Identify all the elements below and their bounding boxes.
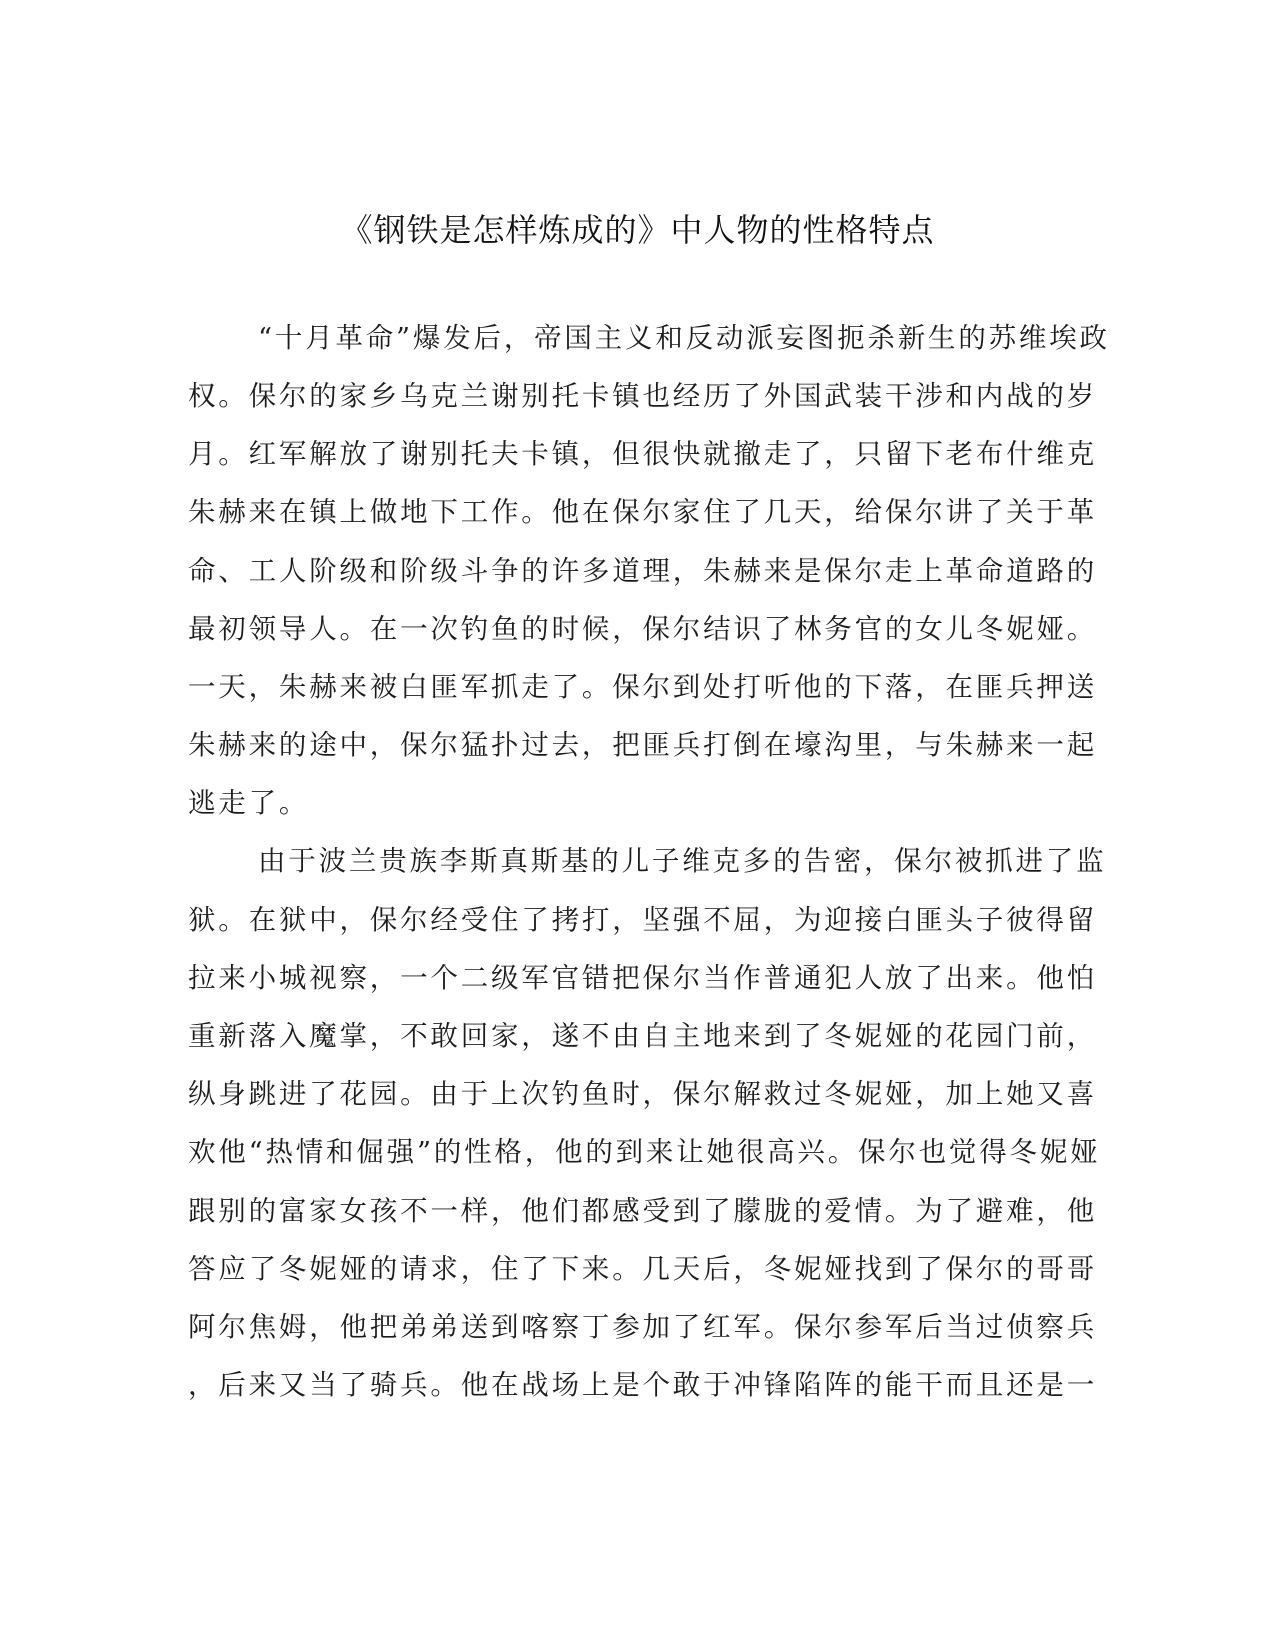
paragraph-1-line-8: 朱赫来的途中，保尔猛扑过去，把匪兵打倒在壕沟里，与朱赫来一起	[188, 729, 1097, 761]
paragraph-2-line-6: 欢他“热情和倔强”的性格，他的到来让她很高兴。保尔也觉得冬妮娅	[188, 1136, 1101, 1168]
paragraph-1-line-6: 最初领导人。在一次钓鱼的时候，保尔结识了林务官的女儿冬妮娅。	[188, 613, 1097, 645]
paragraph-1-line-7: 一天，朱赫来被白匪军抓走了。保尔到处打听他的下落，在匪兵押送	[188, 671, 1097, 703]
paragraph-1-line-2: 权。保尔的家乡乌克兰谢别托卡镇也经历了外国武装干涉和内战的岁	[188, 380, 1097, 412]
document-title: 《钢铁是怎样炼成的》中人物的性格特点	[340, 211, 935, 249]
paragraph-1-line-5: 命、工人阶级和阶级斗争的许多道理，朱赫来是保尔走上革命道路的	[188, 555, 1097, 587]
paragraph-2-line-2: 狱。在狱中，保尔经受住了拷打，坚强不屈，为迎接白匪头子彼得留	[188, 904, 1097, 936]
paragraph-2-line-5: 纵身跳进了花园。由于上次钓鱼时，保尔解救过冬妮娅，加上她又喜	[188, 1078, 1097, 1110]
paragraph-2-line-8: 答应了冬妮娅的请求，住了下来。几天后，冬妮娅找到了保尔的哥哥	[188, 1253, 1097, 1285]
paragraph-2-line-10: ，后来又当了骑兵。他在战场上是个敢于冲锋陷阵的能干而且还是一	[188, 1369, 1097, 1401]
paragraph-2-line-7: 跟别的富家女孩不一样，他们都感受到了朦胧的爱情。为了避难，他	[188, 1195, 1097, 1227]
paragraph-2-line-1: 由于波兰贵族李斯真斯基的儿子维克多的告密，保尔被抓进了监	[258, 845, 1107, 877]
paragraph-1-line-1: “十月革命”爆发后，帝国主义和反动派妄图扼杀新生的苏维埃政	[258, 322, 1110, 354]
paragraph-2-line-4: 重新落入魔掌，不敢回家，遂不由自主地来到了冬妮娅的花园门前，	[188, 1020, 1097, 1052]
paragraph-2-line-3: 拉来小城视察，一个二级军官错把保尔当作普通犯人放了出来。他怕	[188, 962, 1097, 994]
paragraph-1-line-3: 月。红军解放了谢别托夫卡镇，但很快就撤走了，只留下老布什维克	[188, 438, 1097, 470]
paragraph-1-line-4: 朱赫来在镇上做地下工作。他在保尔家住了几天，给保尔讲了关于革	[188, 496, 1097, 528]
paragraph-2-line-9: 阿尔焦姆，他把弟弟送到喀察丁参加了红军。保尔参军后当过侦察兵	[188, 1311, 1097, 1343]
paragraph-1-line-9: 逃走了。	[188, 787, 310, 819]
